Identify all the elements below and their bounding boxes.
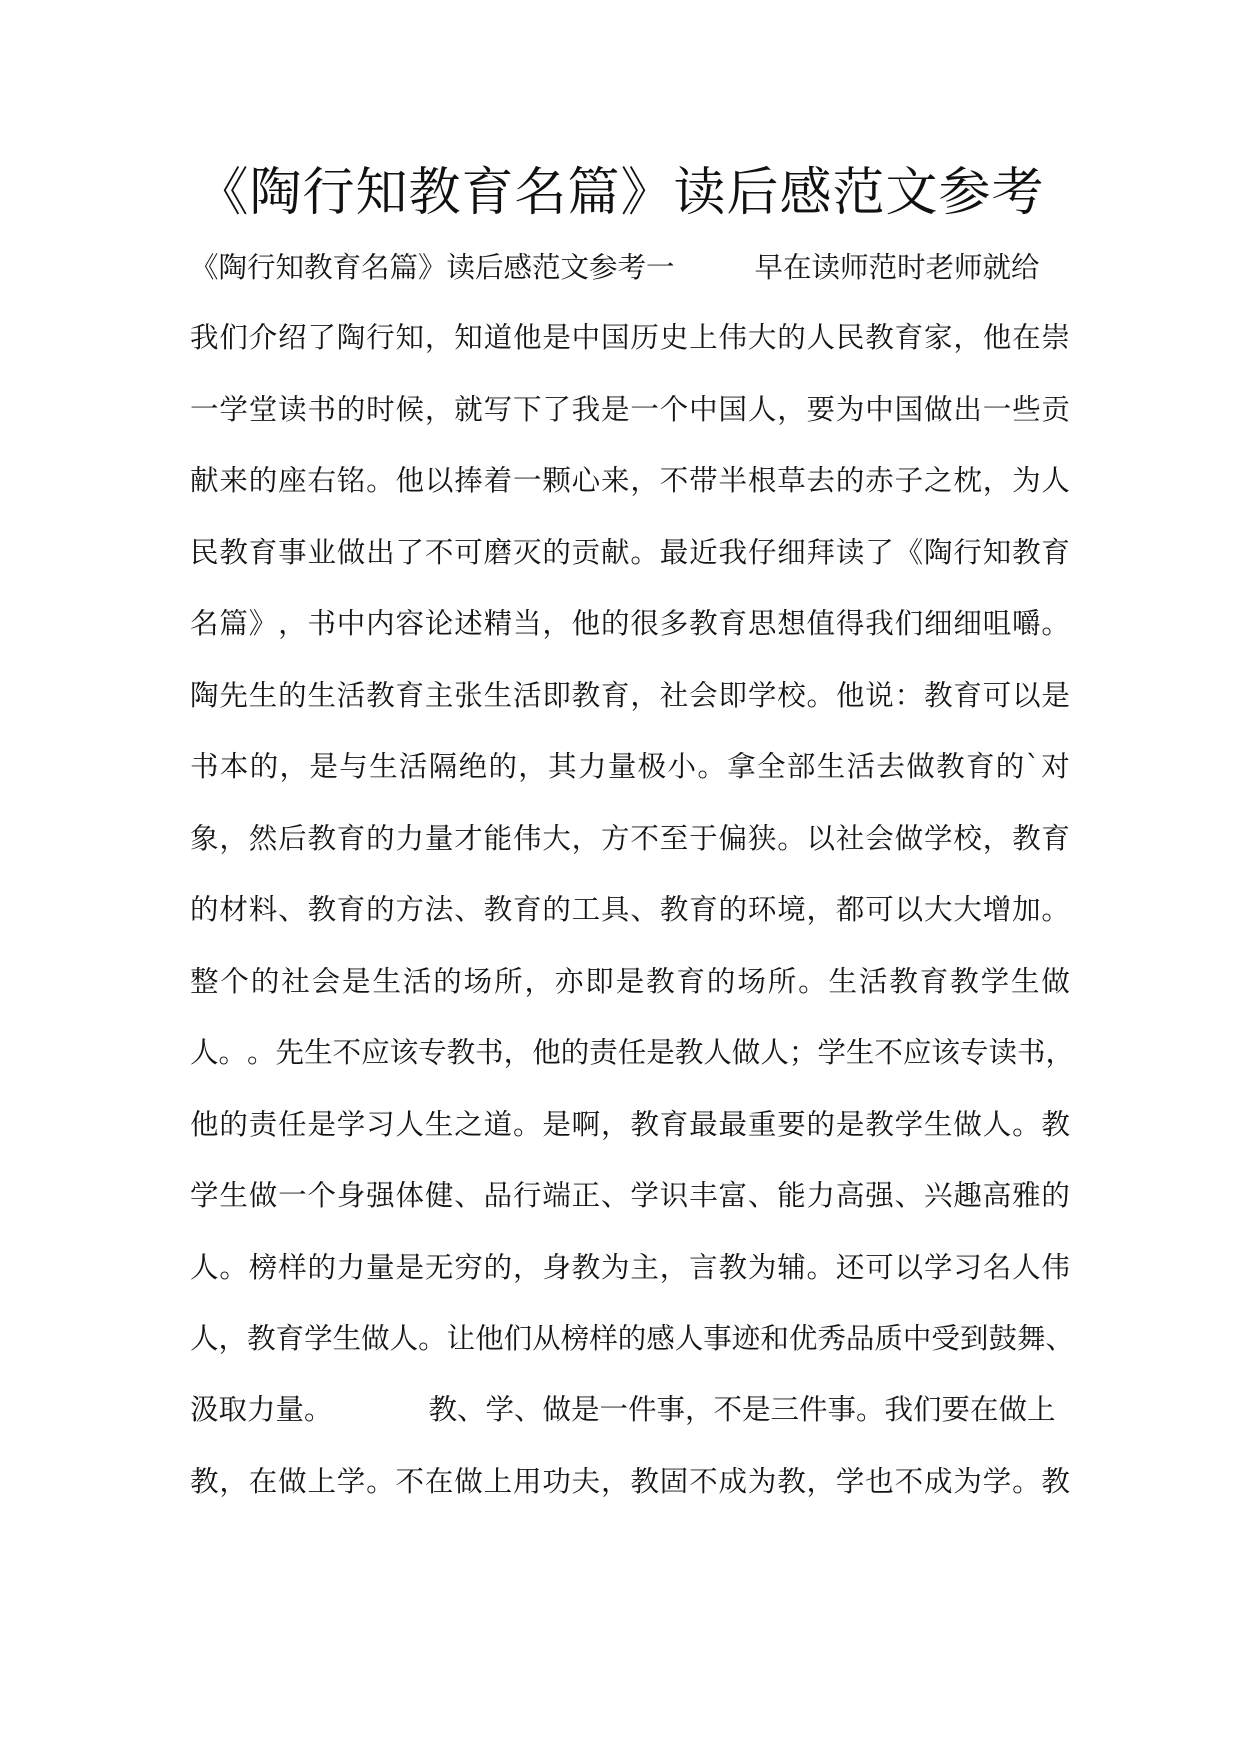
text-line-15: 人 。 榜 样 的 力 量 是 无 穷 的 ， 身 教 为 主 ， 言 教 为 辅 。 还 可 以 学 习 名 人 伟: [190, 1251, 1070, 1284]
line-gap: [675, 248, 755, 288]
document-title: 《陶行知教育名篇》读后感范文参考: [196, 163, 1045, 223]
paragraph-start: 教、学、做是一件事，不是三件事。我们要在做上: [428, 1393, 1056, 1426]
text-line-13: 他 的 责 任 是 学 习 人 生 之 道 。 是 啊 ， 教 育 最 最 重 要 的 是 教 学 生 做 人 。 教: [190, 1108, 1070, 1141]
text-line-17: [190, 1390, 1070, 1430]
text-line-8: 书 本 的 ， 是 与 生 活 隔 绝 的 ， 其 力 量 极 小 。 拿 全 部 生 活 去 做 教 育 的 ` 对: [190, 750, 1070, 783]
text-line-18: 教 ， 在 做 上 学 。 不 在 做 上 用 功 夫 ， 教 固 不 成 为 教 ， 学 也 不 成 为 学 。 教: [190, 1465, 1070, 1498]
text-line-10: 的 材 料 、 教 育 的 方 法 、 教 育 的 工 具 、 教 育 的 环 境 ， 都 可 以 大 大 增 加 。: [190, 893, 1070, 926]
paragraph-end: 汲取力量。: [190, 1393, 333, 1426]
text-line-16: 人 ， 教 育 学 生 做 人 。 让 他 们 从 榜 样 的 感 人 事 迹 和 优 秀 品 质 中 受 到 鼓 舞 、: [190, 1322, 1074, 1355]
text-line-6: 名 篇 》 ， 书 中 内 容 论 述 精 当 ， 他 的 很 多 教 育 思 想 值 得 我 们 细 细 咀 嚼 。: [190, 607, 1070, 640]
paragraph-start: 早在读师范时老师就给: [754, 251, 1040, 284]
text-line-1: [190, 248, 1070, 288]
text-line-2: 我 们 介 绍 了 陶 行 知 ， 知 道 他 是 中 国 历 史 上 伟 大 的 人 民 教 育 家 ， 他 在 崇: [190, 321, 1070, 354]
text-line-7: 陶 先 生 的 生 活 教 育 主 张 生 活 即 教 育 ， 社 会 即 学 校 。 他 说 ： 教 育 可 以 是: [190, 679, 1070, 712]
text-line-14: 学 生 做 一 个 身 强 体 健 、 品 行 端 正 、 学 识 丰 富 、 能 力 高 强 、 兴 趣 高 雅 的: [190, 1179, 1070, 1212]
line-gap: [333, 1390, 429, 1430]
text-line-4: 献 来 的 座 右 铭 。 他 以 捧 着 一 颗 心 来 ， 不 带 半 根 草 去 的 赤 子 之 枕 ， 为 人: [190, 464, 1070, 497]
text-line-12: 人 。 。 先 生 不 应 该 专 教 书 ， 他 的 责 任 是 教 人 做 人 ； 学 生 不 应 该 专 读 书 ，: [190, 1036, 1074, 1069]
text-line-9: 象 ， 然 后 教 育 的 力 量 才 能 伟 大 ， 方 不 至 于 偏 狭 。 以 社 会 做 学 校 ， 教 育: [190, 822, 1070, 855]
section-heading-inline: 《陶行知教育名篇》读后感范文参考一: [190, 251, 675, 284]
text-line-5: 民 教 育 事 业 做 出 了 不 可 磨 灭 的 贡 献 。 最 近 我 仔 细 拜 读 了 《 陶 行 知 教 育: [190, 536, 1070, 569]
text-line-3: 一 学 堂 读 书 的 时 候 ， 就 写 下 了 我 是 一 个 中 国 人 ， 要 为 中 国 做 出 一 些 贡: [190, 393, 1070, 426]
text-line-11: 整 个 的 社 会 是 生 活 的 场 所 ， 亦 即 是 教 育 的 场 所 。 生 活 教 育 教 学 生 做: [190, 965, 1070, 998]
